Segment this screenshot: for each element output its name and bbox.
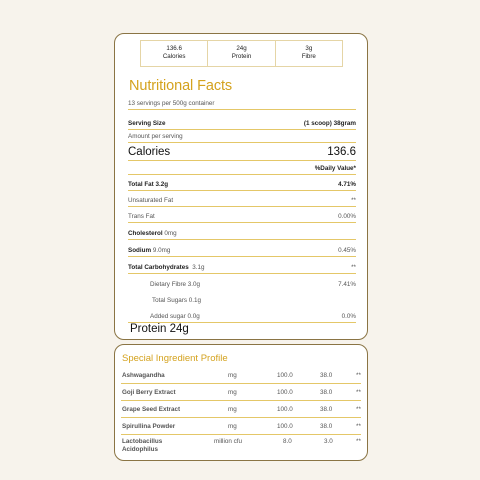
dietary-fibre-label: Dietary Fibre 3.0g	[150, 281, 201, 288]
calories-value: 136.6	[327, 146, 356, 158]
sodium-amount: 9.0mg	[152, 247, 171, 254]
amount-per-serving-label: Amount per serving	[128, 133, 183, 140]
summary-fibre-value: 3g	[305, 45, 313, 52]
total-carb-label: Total Carbohydrates	[128, 264, 189, 271]
summary-fibre-label: Fibre	[301, 53, 316, 60]
cholesterol-label: Cholesterol	[128, 230, 163, 237]
serving-size-value: (1 scoop) 38gram	[303, 120, 356, 127]
total-carb-row	[128, 257, 356, 274]
summary-calories-label: Calories	[162, 53, 186, 60]
protein-label: Protein 24g	[130, 323, 189, 335]
added-sugar-row	[128, 306, 356, 323]
sodium-row	[128, 240, 356, 257]
ingredient-unit: mg	[228, 423, 237, 430]
summary-calories-value: 136.6	[166, 45, 182, 52]
ingredient-row	[121, 435, 361, 457]
trans-fat-row	[128, 207, 356, 223]
daily-value-row	[128, 161, 356, 175]
total-fat-row	[128, 175, 356, 191]
ingredient-name-line2: Acidophilus	[122, 446, 159, 453]
ingredient-dv: 38.0	[320, 406, 333, 413]
total-fat-dv: 4.71%	[338, 181, 356, 188]
total-carb-text	[128, 264, 351, 271]
ingredient-title: Special Ingredient Profile	[122, 353, 228, 364]
total-sugars-row	[128, 290, 356, 306]
serving-size-label: Serving Size	[128, 120, 166, 127]
ingredient-name: Goji Berry Extract	[122, 389, 176, 396]
summary-fibre	[275, 41, 342, 66]
total-fat-label: Total Fat 3.2g	[128, 181, 169, 188]
ingredient-unit: mg	[228, 389, 237, 396]
ingredient-amount: 100.0	[277, 389, 293, 396]
ingredient-note: **	[356, 389, 361, 396]
serving-size-row	[128, 110, 356, 130]
ingredient-dv: 38.0	[320, 372, 333, 379]
summary-protein-label: Protein	[231, 53, 252, 60]
sodium-label: Sodium	[128, 247, 152, 254]
trans-fat-dv: 0.00%	[338, 213, 356, 220]
calories-row	[128, 143, 356, 161]
summary-protein	[207, 41, 274, 66]
ingredient-row	[121, 384, 361, 401]
servings-text: 13 servings per 500g container	[128, 100, 215, 107]
sodium-text	[128, 247, 338, 254]
ingredient-note: **	[356, 372, 361, 379]
amount-per-serving-row	[128, 130, 356, 143]
ingredient-dv: 38.0	[320, 389, 333, 396]
ingredient-dv: 38.0	[320, 423, 333, 430]
ingredient-name: Lactobacillus	[122, 438, 163, 445]
ingredient-name: Ashwagandha	[122, 372, 165, 379]
ingredient-unit: mg	[228, 372, 237, 379]
servings-row	[128, 98, 356, 110]
added-sugar-label: Added sugar 0.0g	[150, 313, 200, 320]
cholesterol-amount: 0mg	[164, 230, 177, 237]
nutrition-title: Nutritional Facts	[129, 78, 233, 94]
ingredient-name: Grape Seed Extract	[122, 406, 181, 413]
ingredient-row	[121, 367, 361, 384]
summary-protein-value: 24g	[236, 45, 247, 52]
special-ingredient-card	[114, 344, 368, 461]
ingredient-unit: million cfu	[214, 438, 242, 445]
ingredient-row	[121, 401, 361, 418]
added-sugar-dv: 0.0%	[341, 313, 356, 320]
ingredient-note: **	[356, 423, 361, 430]
summary-calories	[141, 41, 207, 66]
ingredient-note: **	[356, 438, 361, 445]
total-carb-dv: **	[351, 264, 356, 271]
total-carb-amount: 3.1g	[192, 264, 205, 271]
unsaturated-fat-label: Unsaturated Fat	[128, 197, 174, 204]
trans-fat-label: Trans Fat	[128, 213, 155, 220]
summary-bar	[140, 40, 343, 67]
ingredient-name: Spirullina Powder	[122, 423, 176, 430]
ingredient-dv: 3.0	[324, 438, 333, 445]
ingredient-row	[121, 418, 361, 435]
sodium-dv: 0.45%	[338, 247, 356, 254]
unsaturated-fat-dv: **	[351, 197, 356, 204]
nutrition-facts-card	[114, 33, 368, 340]
total-sugars-label: Total Sugars 0.1g	[152, 297, 202, 304]
dietary-fibre-row	[128, 274, 356, 290]
ingredient-note: **	[356, 406, 361, 413]
ingredient-amount: 100.0	[277, 406, 293, 413]
ingredient-amount: 100.0	[277, 372, 293, 379]
dietary-fibre-dv: 7.41%	[338, 281, 356, 288]
calories-label: Calories	[128, 146, 171, 158]
ingredient-amount: 100.0	[277, 423, 293, 430]
ingredient-unit: mg	[228, 406, 237, 413]
cholesterol-row	[128, 223, 356, 240]
unsaturated-fat-row	[128, 191, 356, 207]
ingredient-amount: 8.0	[283, 438, 292, 445]
daily-value-label: %Daily Value*	[314, 165, 356, 172]
cholesterol-text	[128, 230, 356, 237]
